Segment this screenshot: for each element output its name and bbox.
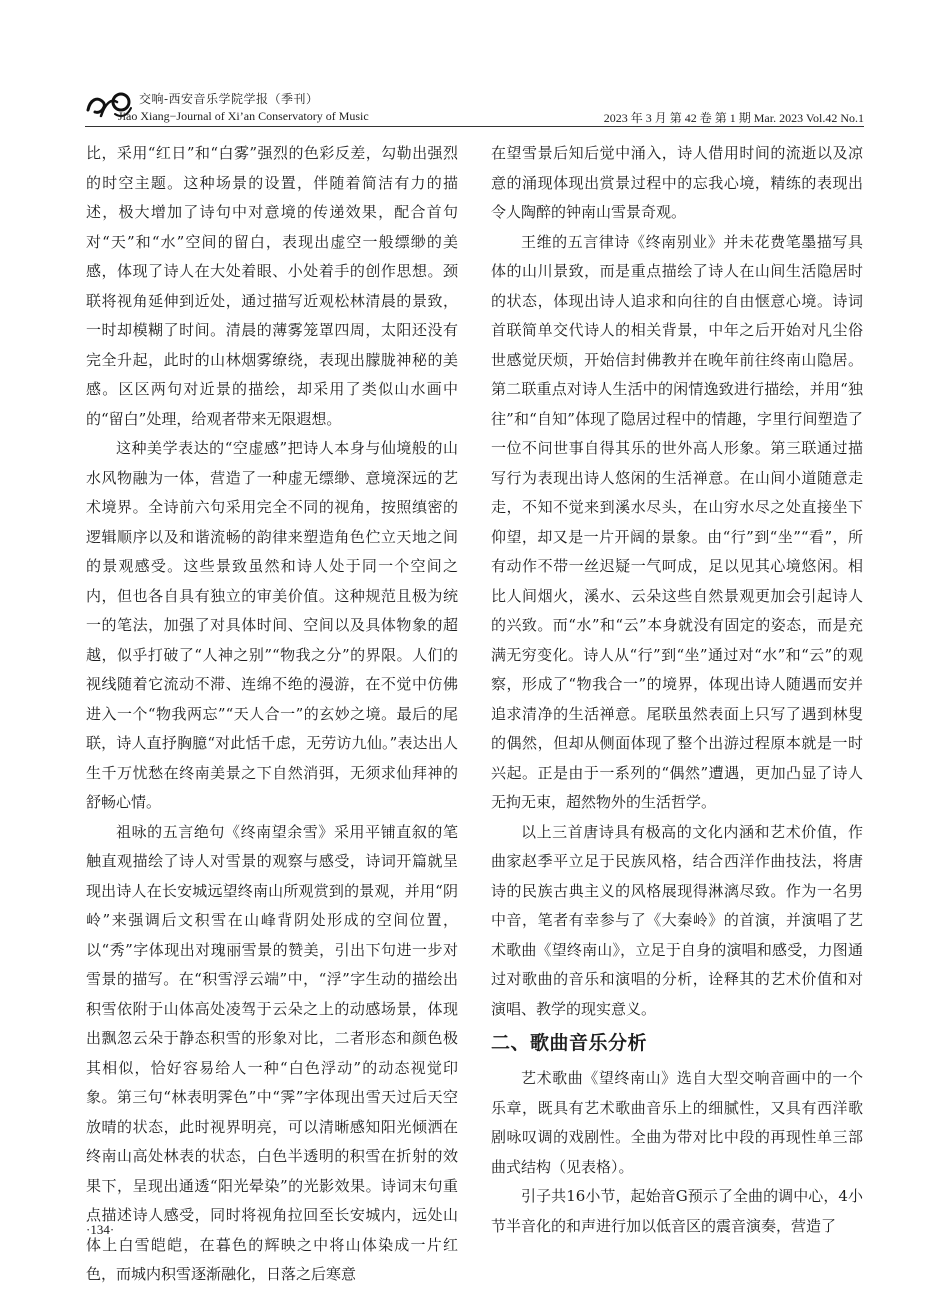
right-paragraph-1: 在望雪景后知后觉中涌入，诗人借用时间的流逝以及凉意的涌现体现出赏景过程中的忘我心境，精练的表现出令人陶醉的钟南山雪景奇观。 (491, 144, 863, 221)
page-number: ·134· (86, 1222, 115, 1237)
left-paragraph-2: 这种美学表达的“空虚感”把诗人本身与仙境般的山水风物融为一体，营造了一种虚无缥缈、意境深远的艺术境界。全诗前六句采用完全不同的视角，按照缜密的逻辑顺序以及和谐流畅的韵律来塑造角色伫立天地之间的景观感受。这些景致虽然和诗人处于同一个空间之内，但也各自具有独立的审美价值。这种规范且极为统一的笔法，加强了对具体时间、空间以及具体物象的超越，似乎打破了“人神之别”“物我之分”的界限。人们的视线随着它流动不滞、连绵不绝的漫游，在不觉中仿佛进入一个“物我两忘”“天人合一”的玄妙之境。最后的尾联，诗人直抒胸臆“对此恬千虑，无劳访九仙。”表达出人生千万忧愁在终南美景之下自然消弭，无须求仙拜神的舒畅心情。 (86, 439, 458, 811)
journal-title-en: Jiao Xiang−Journal of Xi’an Conservatory of Music (118, 109, 369, 123)
left-paragraph-3: 祖咏的五言绝句《终南望余雪》采用平铺直叙的笔触直观描绘了诗人对雪景的观察与感受，诗词开篇就呈现出诗人在长安城远望终南山所观赏到的景观，并用“阴岭”来强调后文积雪在山峰背阴处形成的空间位置，以“秀”字体现出对瑰丽雪景的赞美，引出下句进一步对雪景的描写。在“积雪浮云端”中，“浮”字生动的描绘出积雪依附于山体高处凌驾于云朵之上的动感场景，体现出飘忽云朵于静态积雪的形象对比，二者形态和颜色极其相似，恰好容易给人一种“白色浮动”的动态视觉印象。第三句“林表明霁色”中“霁”字体现出雪天过后天空放晴的状态，此时视界明亮，可以清晰感知阳光倾洒在终南山高处林表的状态，白色半透明的积雪在折射的效果下，呈现出通透“阳光晕染”的光影效果。诗词末句重点描述诗人感受，同时将视角拉回至长安城内，远处山体上白雪皑皑，在暮色的辉映之中将山体染成一片红色，而城内积雪逐渐融化，日落之后寒意 (86, 822, 458, 1283)
left-paragraph-1: 比，采用“红日”和“白雾”强烈的色彩反差，勾勒出强烈的时空主题。这种场景的设置，伴随着简洁有力的描述，极大增加了诗句中对意境的传递效果，配合首句对“天”和“水”空间的留白，表现出虚空一般缥缈的美感，体现了诗人在大处着眼、小处着手的创作思想。颈联将视角延伸到近处，通过描写近观松林清晨的景致，一时却模糊了时间。清晨的薄雾笼罩四周，太阳还没有完全升起，此时的山林烟雾缭绕，表现出朦胧神秘的美感。区区两句对近景的描绘，却采用了类似山水画中的“留白”处理，给观者带来无限遐想。 (86, 144, 458, 428)
page-header (85, 88, 864, 124)
issue-info: 2023 年 3 月 第 42 卷 第 1 期 Mar. 2023 Vol.42 No.1 (603, 111, 864, 125)
journal-title-cn: 交响-西安音乐学院学报（季刊） (139, 92, 319, 106)
right-paragraph-2: 王维的五言律诗《终南别业》并未花费笔墨描写具体的山川景致，而是重点描绘了诗人在山间生活隐居时的状态，体现出诗人追求和向往的自由惬意心境。诗词首联简单交代诗人的相关背景，中年之后开始对凡尘俗世感觉厌烦，开始信封佛教并在晚年前往终南山隐居。第二联重点对诗人生活中的闲情逸致进行描绘，并用“独往”和“自知”体现了隐居过程中的情趣，字里行间塑造了一位不问世事自得其乐的世外高人形象。第三联通过描写行为表现出诗人悠闲的生活禅意。在山间小道随意走走，不知不觉来到溪水尽头，在山穷水尽之处直接坐下仰望，却又是一片开阔的景象。由“行”到“坐”“看”，所有动作不带一丝迟疑一气呵成，足以见其心境悠闲。相比人间烟火，溪水、云朵这些自然景观更加会引起诗人的兴致。而“水”和“云”本身就没有固定的姿态，而是充满无穷变化。诗人从“行”到“坐”通过对“水”和“云”的观察，形成了“物我合一”的境界，体现出诗人随遇而安并追求清净的生活禅意。尾联虽然表面上只写了遇到林叟的偶然，但却从侧面体现了整个出游过程原本就是一时兴起。正是由于一系列的“偶然”遭遇，更加凸显了诗人无拘无束，超然物外的生活哲学。 (491, 232, 863, 811)
section-heading: 二、歌曲音乐分析 (491, 1032, 648, 1054)
right-column (491, 139, 863, 1241)
right-paragraph-4: 艺术歌曲《望终南山》选自大型交响音画中的一个乐章，既具有艺术歌曲音乐上的细腻性，又具有西洋歌剧咏叹调的戏剧性。全曲为带对比中段的再现性单三部曲式结构（见表格）。 (491, 1069, 863, 1176)
right-paragraph-5: 引子共16小节，起始音G预示了全曲的调中心，4小节半音化的和声进行加以低音区的震音演奏，营造了 (491, 1187, 863, 1235)
header-divider (85, 126, 864, 127)
right-paragraph-3: 以上三首唐诗具有极高的文化内涵和艺术价值，作曲家赵季平立足于民族风格，结合西洋作曲技法，将唐诗的民族古典主义的风格展现得淋漓尽致。作为一名男中音，笔者有幸参与了《大秦岭》的首演，并演唱了艺术歌曲《望终南山》，立足于自身的演唱和感受，力图通过对歌曲的音乐和演唱的分析，诠释其的艺术价值和对演唱、教学的现实意义。 (491, 822, 863, 1018)
left-column (86, 139, 458, 1290)
